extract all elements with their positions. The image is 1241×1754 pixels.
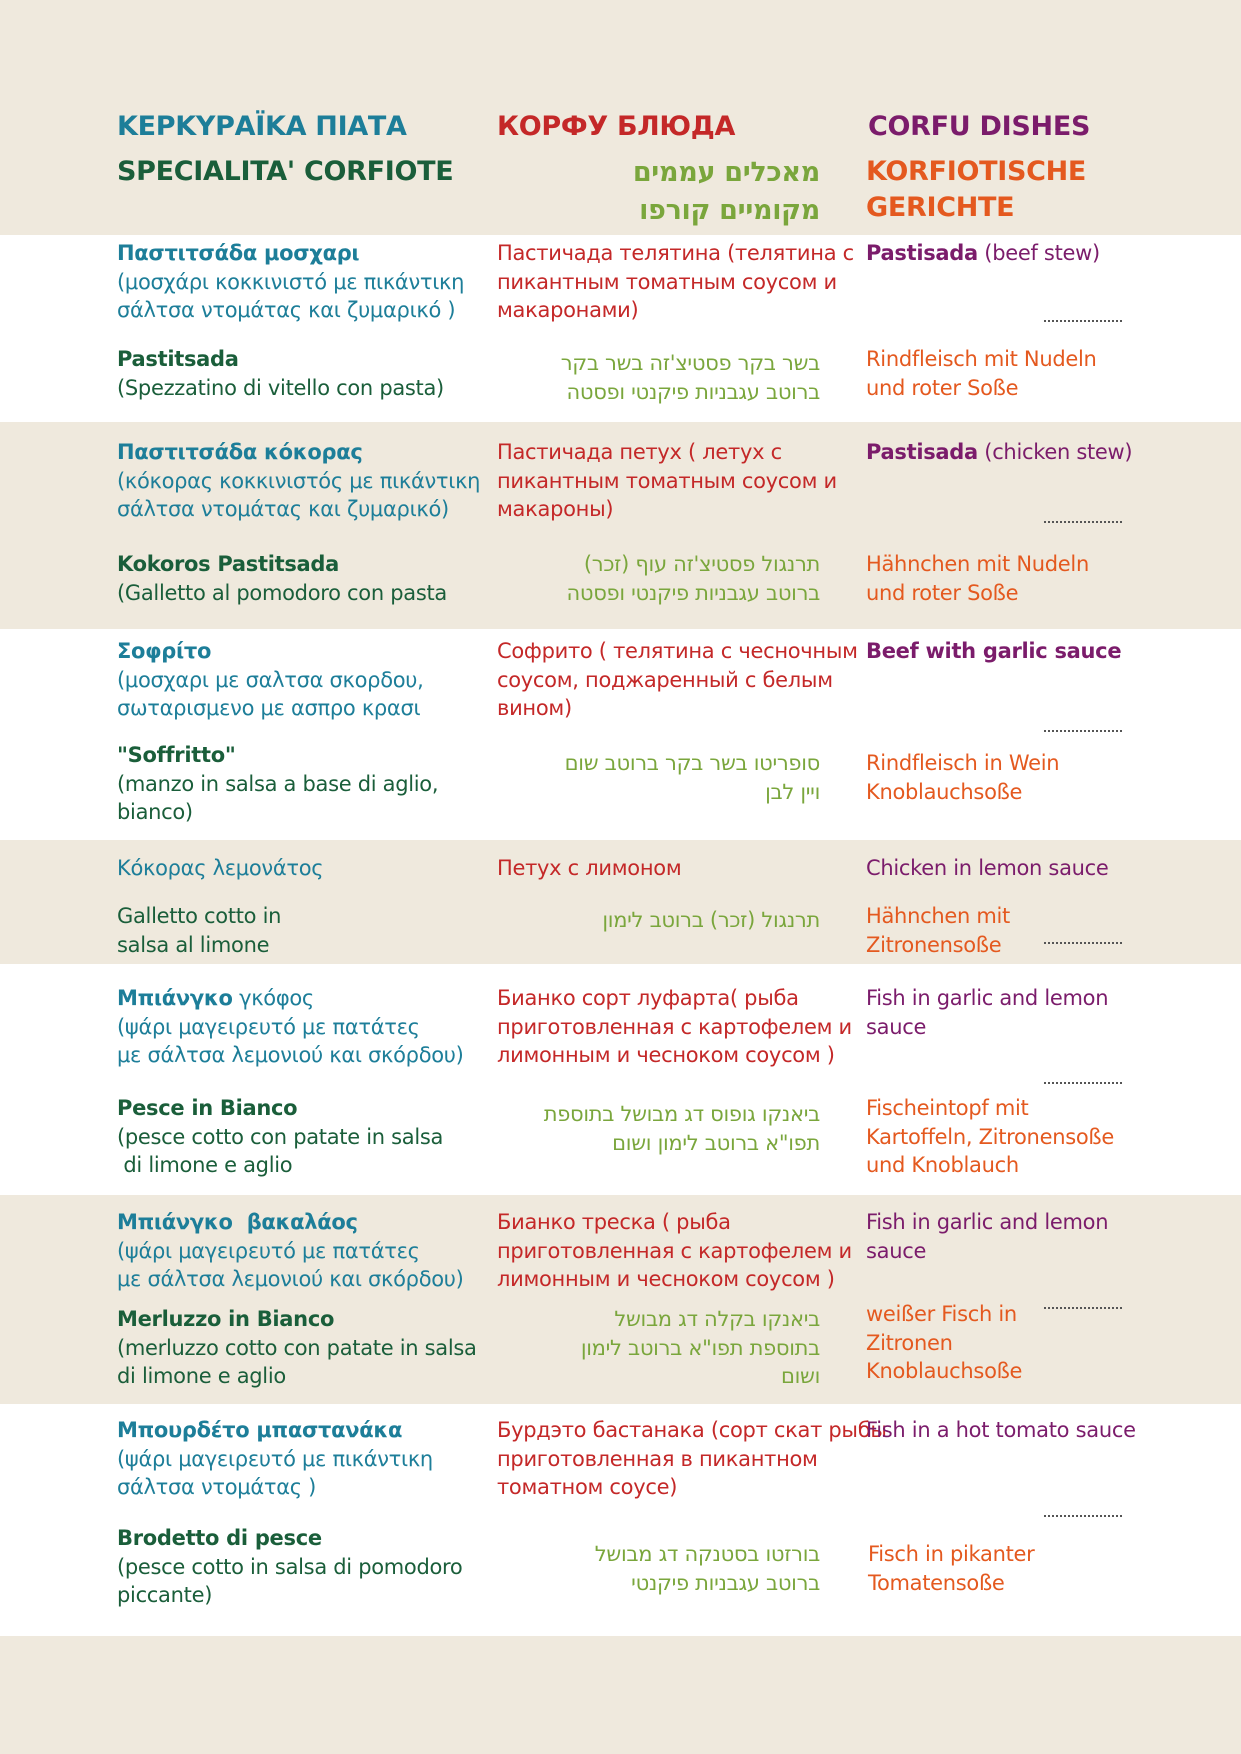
- russian-dish-text: лимонным и чесноком соусом ): [497, 1267, 835, 1291]
- german-title-line-2: GERICHTE: [866, 192, 1015, 223]
- italian-dish-description: di limone e aglio: [117, 1364, 286, 1388]
- dotted-leader: [1044, 730, 1122, 732]
- greek-dish-description: (κόκορας κοκκινιστός με πικάντικη: [117, 468, 481, 493]
- italian-dish-name: Pastitsada: [117, 347, 239, 371]
- russian-dish-text: Бианко треска ( рыба: [497, 1210, 731, 1234]
- greek-dish-name: Σοφρίτο: [117, 639, 212, 663]
- dish-row: [0, 422, 1241, 629]
- hebrew-dish-text: ושום: [780, 1364, 820, 1388]
- russian-dish-text: Софрито ( телятина с чесночным: [497, 639, 858, 663]
- german-title-line-1: KORFIOTISCHE: [866, 156, 1087, 187]
- greek-dish-name: Κόκορας λεμονάτος: [117, 856, 324, 880]
- hebrew-title-line-2: מקומיים קורפו: [639, 195, 820, 226]
- german-dish-text: Rindfleisch mit Nudeln: [866, 347, 1097, 371]
- english-dish-name: Fish in garlic and lemon: [866, 986, 1109, 1010]
- greek-dish-description: σάλτσα ντομάτας ): [117, 1475, 317, 1499]
- italian-dish-description: bianco): [117, 800, 193, 824]
- hebrew-dish-text: ברוטב עגבניות פיקנטי ופסטה: [566, 580, 820, 605]
- menu-header: [0, 0, 1241, 235]
- hebrew-dish-text: סופריטו בשר בקר ברוטב שום: [564, 751, 820, 775]
- greek-dish-description: σωταρισμενο με ασπρο κρασι: [117, 696, 421, 720]
- greek-dish-description: με σάλτσα λεμονιού και σκόρδου): [117, 1267, 464, 1291]
- italian-dish-description: (pesce cotto in salsa di pomodoro: [117, 1554, 463, 1579]
- italian-dish-description: piccante): [117, 1583, 213, 1607]
- greek-dish-description: σάλτσα ντομάτας και ζυμαρικό ): [117, 298, 456, 322]
- greek-dish-name: Μπουρδέτο μπαστανάκα: [117, 1418, 403, 1442]
- german-dish-text: weißer Fisch in: [866, 1302, 1017, 1326]
- hebrew-dish-text: ביאנקו גופוס דג מבושל בתוספת: [543, 1102, 820, 1126]
- dotted-leader: [1044, 1082, 1122, 1084]
- english-dish-name: Pastisada: [866, 241, 978, 265]
- dotted-leader: [1044, 521, 1122, 523]
- english-dish-name: Fish in garlic and lemon: [866, 1210, 1109, 1234]
- russian-dish-text: приготовленная в пикантном: [497, 1446, 818, 1471]
- italian-dish-description: (merluzzo cotto con patate in salsa: [117, 1335, 477, 1360]
- greek-dish-description: σάλτσα ντομάτας και ζυμαρικό): [117, 497, 449, 521]
- russian-dish-text: Петух с лимоном: [497, 856, 682, 880]
- greek-dish-description: (ψάρι μαγειρευτό με πατάτες: [117, 1238, 420, 1263]
- hebrew-dish-text: ויין לבן: [765, 779, 820, 804]
- dish-row: [0, 1195, 1241, 1404]
- dish-row: [0, 840, 1241, 964]
- hebrew-dish-text: בורזטו בסטנקה דג מבושל: [594, 1542, 820, 1566]
- hebrew-dish-text: תרנגול פסטיצ'זה עוף (זכר): [583, 552, 820, 576]
- german-dish-text: Hähnchen mit: [866, 904, 1010, 928]
- russian-dish-text: приготовленная с картофелем и: [497, 1014, 852, 1039]
- dotted-leader: [1044, 942, 1122, 944]
- italian-dish-description: Galletto cotto in: [117, 904, 282, 928]
- german-dish-text: und roter Soße: [866, 580, 1019, 605]
- italian-dish-name: Kokoros Pastitsada: [117, 552, 340, 576]
- italian-dish-description: (Galletto al pomodoro con pasta: [117, 580, 447, 605]
- italian-dish-name: Pesce in Bianco: [117, 1096, 298, 1120]
- russian-dish-text: лимонным и чесноком соусом ): [497, 1043, 835, 1067]
- german-dish-text: Fisch in pikanter: [868, 1542, 1035, 1566]
- hebrew-dish-text: ביאנקו בקלה דג מבושל: [614, 1307, 820, 1331]
- russian-dish-text: Пастичада петух ( летух с: [497, 440, 782, 464]
- italian-dish-description: (pesce cotto con patate in salsa: [117, 1124, 444, 1149]
- italian-dish-name: Merluzzo in Bianco: [117, 1307, 335, 1331]
- english-dish-description: sauce: [866, 1238, 927, 1263]
- german-dish-text: Zitronensoße: [866, 932, 1002, 957]
- greek-title: ΚΕΡΚΥΡΑΪΚΑ ΠΙΑΤΑ: [117, 111, 407, 142]
- russian-dish-text: приготовленная с картофелем и: [497, 1238, 852, 1263]
- russian-dish-text: Бианко сорт луфарта( рыба: [497, 986, 799, 1010]
- english-dish-name: Beef with garlic sauce: [866, 639, 1122, 663]
- dotted-leader: [1044, 320, 1122, 322]
- italian-dish-name: "Soffritto": [117, 743, 236, 767]
- english-dish-description: (chicken stew): [977, 440, 1133, 464]
- german-dish-text: Knoblauchsoße: [866, 779, 1023, 804]
- german-dish-text: Fischeintopf mit: [866, 1096, 1029, 1120]
- russian-dish-text: Пастичада телятина (телятина с: [497, 241, 854, 265]
- german-dish-text: Kartoffeln, Zitronensoße: [866, 1124, 1114, 1149]
- english-dish-description: (beef stew): [977, 241, 1100, 265]
- english-title: CORFU DISHES: [868, 111, 1091, 142]
- russian-dish-text: соусом, поджаренный с белым: [497, 667, 833, 692]
- hebrew-title-line-1: מאכלים עממים: [632, 157, 820, 188]
- greek-dish-name: Παστιτσάδα κόκορας: [117, 440, 363, 464]
- dish-row: [0, 235, 1241, 422]
- english-dish-name: Fish in a hot tomato sauce: [866, 1418, 1136, 1442]
- german-dish-text: Tomatensoße: [868, 1570, 1005, 1595]
- english-dish-description: sauce: [866, 1014, 927, 1039]
- russian-dish-text: томатном соусе): [497, 1475, 678, 1499]
- german-dish-text: Knoblauchsoße: [866, 1359, 1023, 1383]
- russian-title: КОРФУ БЛЮДА: [497, 111, 736, 142]
- dish-row: [0, 629, 1241, 840]
- english-dish-name: Chicken in lemon sauce: [866, 856, 1109, 880]
- russian-dish-text: макаронами): [497, 298, 639, 322]
- dotted-leader: [1044, 1515, 1122, 1517]
- italian-dish-description: di limone e aglio: [117, 1153, 293, 1177]
- italian-dish-description: salsa al limone: [117, 932, 270, 957]
- greek-dish-name-rest: γκόφος: [232, 986, 314, 1010]
- greek-dish-description: (ψάρι μαγειρευτό με πικάντικη: [117, 1446, 433, 1471]
- hebrew-dish-text: תרנגול (זכר) ברוטב לימון: [602, 908, 820, 932]
- german-dish-text: Hähnchen mit Nudeln: [866, 552, 1089, 576]
- italian-dish-name: Brodetto di pesce: [117, 1526, 322, 1550]
- german-dish-text: und roter Soße: [866, 375, 1019, 400]
- greek-dish-description: (ψάρι μαγειρευτό με πατάτες: [117, 1014, 420, 1039]
- hebrew-dish-text: בשר בקר פסטיצ'זה בשר בקר: [560, 351, 820, 375]
- greek-dish-description: με σάλτσα λεμονιού και σκόρδου): [117, 1043, 464, 1067]
- greek-dish-name: Παστιτσάδα μοσχαρι: [117, 241, 360, 265]
- russian-dish-text: Бурдэто бастанака (сорт скат рыбы: [497, 1418, 887, 1442]
- hebrew-dish-text: תפו"א ברוטב לימון ושום: [612, 1130, 820, 1155]
- dish-row: [0, 1404, 1241, 1636]
- italian-title: SPECIALITA' CORFIOTE: [117, 156, 454, 187]
- german-dish-text: Rindfleisch in Wein: [866, 751, 1060, 775]
- greek-dish-description: (μοσχάρι κοκκινιστό με πικάντικη: [117, 269, 465, 294]
- dish-row: [0, 964, 1241, 1195]
- russian-dish-text: пикантным томатным соусом и: [497, 269, 837, 294]
- hebrew-dish-text: ברוטב עגבניות פיקנטי: [631, 1570, 820, 1595]
- russian-dish-text: пикантным томатным соусом и: [497, 468, 837, 493]
- italian-dish-description: (manzo in salsa a base di aglio,: [117, 771, 439, 796]
- hebrew-dish-text: ברוטב עגבניות פיקנטי ופסטה: [566, 379, 820, 404]
- hebrew-dish-text: בתוספת תפו"א ברוטב לימון: [580, 1335, 820, 1360]
- english-dish-name: Pastisada: [866, 440, 978, 464]
- german-dish-text: Zitronen: [866, 1330, 953, 1355]
- greek-dish-name: Μπιάνγκο: [117, 986, 233, 1010]
- german-dish-text: und Knoblauch: [866, 1153, 1019, 1177]
- greek-dish-name: Μπιάνγκο βακαλάος: [117, 1210, 358, 1234]
- italian-dish-description: (Spezzatino di vitello con pasta): [117, 375, 444, 400]
- russian-dish-text: макароны): [497, 497, 614, 521]
- greek-dish-description: (μοσχαρι με σαλτσα σκορδου,: [117, 667, 424, 692]
- russian-dish-text: вином): [497, 696, 572, 720]
